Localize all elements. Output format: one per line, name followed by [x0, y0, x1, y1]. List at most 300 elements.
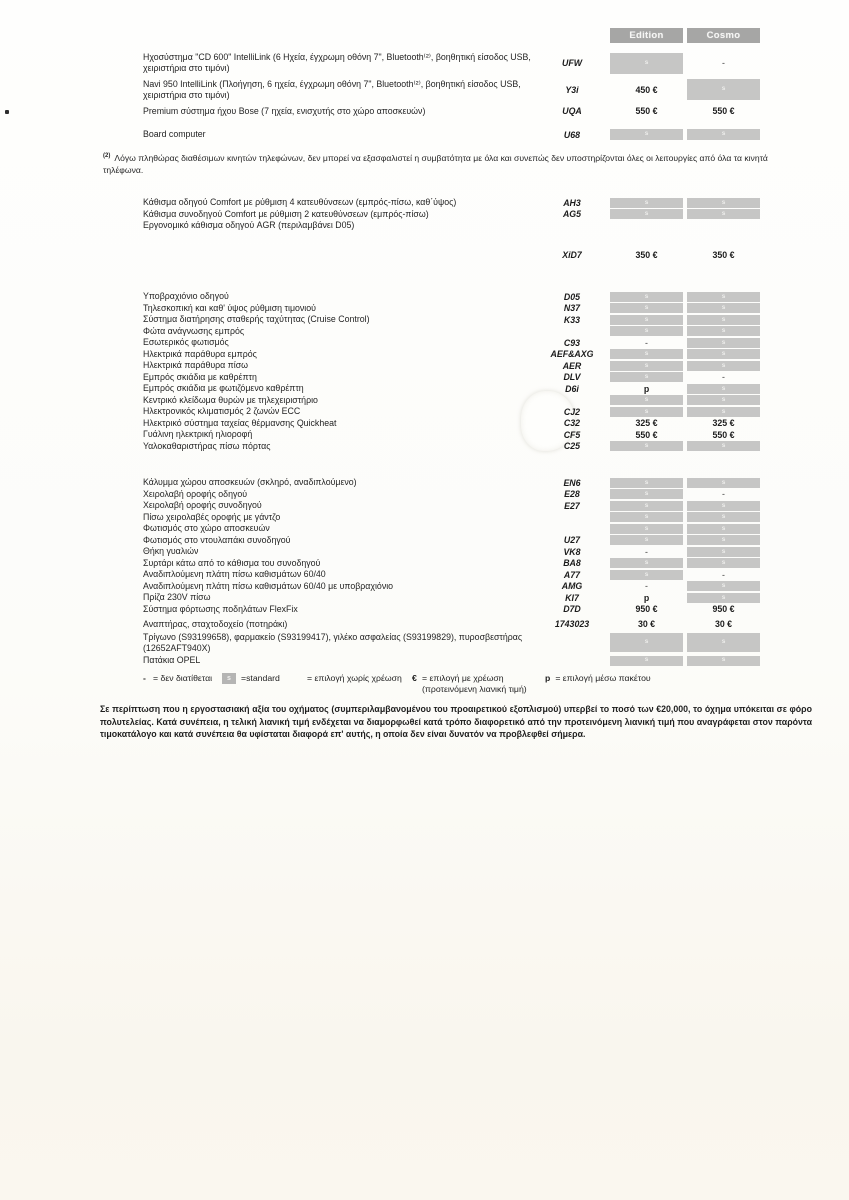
price-value: 950 € — [635, 604, 658, 615]
price-value: 450 € — [635, 84, 658, 95]
option-code: A77 — [563, 569, 581, 580]
standard-s-glyph: s — [644, 210, 649, 217]
option-label: Πρίζα 230V πίσω — [143, 592, 211, 603]
option-label: Υαλοκαθαριστήρας πίσω πόρτας — [143, 440, 271, 451]
option-code: UQA — [562, 106, 582, 116]
not-available-dash: - — [722, 58, 725, 68]
legend-item-not-available — [143, 673, 212, 684]
cosmo-cell — [687, 128, 760, 141]
standard-marker-box — [687, 581, 760, 591]
option-code: DLV — [563, 372, 581, 383]
cosmo-cell — [687, 372, 760, 384]
option-label: Φωτισμός στο χώρο αποσκευών — [143, 523, 270, 534]
cosmo-cell — [687, 50, 760, 76]
option-row — [0, 429, 849, 441]
standard-s-glyph: s — [644, 292, 649, 300]
edition-cell — [610, 617, 683, 631]
edition-cell — [610, 337, 683, 349]
option-label: Χειρολαβή οροφής συνοδηγού — [143, 500, 262, 511]
price-value: 550 € — [712, 106, 735, 116]
cosmo-cell — [687, 592, 760, 604]
edition-cell — [610, 569, 683, 581]
option-row — [0, 441, 849, 453]
option-label: Αναδιπλούμενη πλάτη πίσω καθισμάτων 60/40 — [143, 569, 326, 580]
not-available-dash: - — [722, 489, 725, 500]
standard-s-glyph: s — [644, 570, 649, 578]
option-row — [0, 220, 849, 232]
cosmo-cell — [687, 654, 760, 667]
standard-s-glyph: s — [644, 396, 649, 403]
edition-cell — [610, 523, 683, 535]
option-row — [0, 512, 849, 524]
standard-marker-box — [687, 501, 760, 511]
cosmo-cell — [687, 326, 760, 338]
standard-s-glyph: s — [721, 338, 726, 346]
option-code: D05 — [563, 291, 581, 302]
standard-s-glyph: s — [721, 361, 726, 369]
legend-item-package-option — [545, 673, 651, 684]
option-row — [0, 50, 849, 76]
cosmo-cell — [687, 76, 760, 103]
edition-cell — [610, 349, 683, 361]
option-code: CJ2 — [563, 406, 581, 417]
standard-s-glyph: s — [721, 536, 726, 543]
edition-cell — [610, 291, 683, 303]
standard-marker-box — [687, 478, 760, 488]
standard-marker-box — [687, 79, 760, 100]
edition-cell — [610, 477, 683, 489]
footnote-marker: (2) — [103, 153, 111, 159]
standard-marker-box — [687, 326, 760, 336]
standard-marker-box — [687, 407, 760, 417]
option-row — [0, 500, 849, 512]
package-symbol: p — [545, 673, 551, 683]
edition-cell — [610, 406, 683, 418]
standard-s-glyph: s — [644, 490, 649, 497]
standard-marker-box — [687, 593, 760, 603]
edition-cell — [610, 441, 683, 453]
standard-s-glyph: s — [721, 315, 726, 323]
option-row — [0, 617, 849, 631]
cosmo-cell — [687, 349, 760, 361]
edition-cell — [610, 248, 683, 262]
legend-label: =standard — [241, 673, 280, 683]
price-value: 325 € — [635, 418, 658, 429]
option-code: D6i — [565, 383, 579, 394]
not-available-symbol: - — [143, 673, 146, 683]
option-row — [0, 418, 849, 430]
section-seats — [0, 197, 849, 232]
option-label: Φωτισμός στο ντουλαπάκι συνοδηγού — [143, 534, 291, 545]
edition-cell — [610, 512, 683, 524]
option-row — [0, 209, 849, 221]
edition-cell — [610, 326, 683, 338]
column-header-edition: Edition — [610, 28, 683, 43]
option-code: AEF&AXG — [550, 349, 594, 360]
option-label: Συρτάρι κάτω από το κάθισμα του συνοδηγού — [143, 557, 321, 568]
cosmo-cell — [687, 209, 760, 221]
option-label: Πατάκια OPEL — [143, 655, 201, 665]
standard-s-glyph: s — [721, 501, 726, 509]
cosmo-cell — [687, 558, 760, 570]
legend-item-charged-option — [412, 673, 550, 695]
price-value: 325 € — [712, 418, 735, 429]
option-row — [0, 372, 849, 384]
cosmo-cell — [687, 477, 760, 489]
standard-s-glyph: s — [721, 327, 726, 334]
edition-cell — [610, 209, 683, 221]
standard-marker-box — [610, 558, 683, 568]
standard-marker-box — [610, 441, 683, 451]
standard-s-glyph: s — [644, 513, 649, 520]
standard-marker-box — [610, 349, 683, 359]
option-code: U68 — [563, 129, 581, 140]
option-row — [0, 314, 849, 326]
section-storage-interior — [0, 477, 849, 615]
standard-marker-box — [610, 53, 683, 74]
not-available-dash: - — [645, 546, 648, 557]
cosmo-cell — [687, 360, 760, 372]
cosmo-cell — [687, 500, 760, 512]
standard-marker-box — [610, 535, 683, 545]
edition-cell — [610, 383, 683, 395]
standard-marker-box — [610, 315, 683, 325]
cosmo-cell — [687, 337, 760, 349]
not-available-dash: - — [645, 337, 648, 348]
option-code: BA8 — [563, 558, 581, 569]
standard-marker-box — [610, 292, 683, 302]
standard-s-glyph: s — [721, 210, 726, 217]
standard-marker-box — [610, 656, 683, 666]
cosmo-cell — [687, 418, 760, 430]
footnote-text: Λόγω πληθώρας διαθέσιμων κινητών τηλεφώνων, δεν μπορεί να εξασφαλιστεί η συμβατότητα με όλα και συνεπώς δεν υποστηρίζονται όλες οι λειτουργίες από όλα τα κινητά τηλέφωνα. — [103, 152, 768, 175]
edition-cell — [610, 103, 683, 119]
standard-s-glyph: s — [721, 638, 726, 646]
option-row — [0, 303, 849, 315]
edition-cell — [610, 50, 683, 76]
price-value: 550 € — [635, 429, 658, 440]
standard-marker-box — [687, 303, 760, 313]
standard-s-glyph: s — [644, 350, 649, 357]
edition-cell — [610, 654, 683, 667]
option-row — [0, 654, 849, 667]
standard-marker-box — [687, 338, 760, 348]
option-label: Αναδιπλούμενη πλάτη πίσω καθισμάτων 60/40 με υποβραχιόνιο — [143, 580, 394, 591]
option-row — [0, 291, 849, 303]
cosmo-cell — [687, 395, 760, 407]
option-label: Γυάλινη ηλεκτρική ηλιοροφή — [143, 429, 253, 440]
option-row — [0, 76, 849, 103]
legend-label: = επιλογή με χρέωση (προτεινόμενη λιανική τιμή) — [422, 673, 527, 694]
standard-marker-box — [687, 535, 760, 545]
option-label: Κάθισμα οδηγού Comfort με ρύθμιση 4 κατευθύνσεων (εμπρός-πίσω, καθ΄ύψος) — [143, 197, 457, 208]
standard-marker-box — [610, 512, 683, 522]
column-header-cosmo: Cosmo — [687, 28, 760, 43]
edition-cell — [610, 128, 683, 141]
standard-s-glyph: s — [721, 292, 726, 300]
section-audio-systems — [0, 50, 849, 141]
standard-s-glyph: s — [721, 304, 726, 311]
option-row — [0, 406, 849, 418]
standard-s-glyph: s — [644, 501, 649, 509]
option-label: Φώτα ανάγνωσης εμπρός — [143, 325, 245, 336]
edition-cell — [610, 546, 683, 558]
standard-marker-box — [610, 209, 683, 219]
standard-s-glyph: s — [721, 384, 726, 392]
option-row — [0, 103, 849, 119]
option-label: Κάλυμμα χώρου αποσκευών (σκληρό, αναδιπλούμενο) — [143, 477, 357, 488]
standard-marker-box — [610, 407, 683, 417]
standard-marker-box — [610, 570, 683, 580]
package-option-mark: p — [643, 383, 650, 394]
edition-cell — [610, 489, 683, 501]
option-label: Σύστημα φόρτωσης ποδηλάτων FlexFix — [143, 603, 298, 614]
edition-cell — [610, 314, 683, 326]
standard-s-glyph: s — [644, 442, 649, 449]
standard-marker-box — [687, 524, 760, 534]
standard-marker-box — [610, 395, 683, 405]
package-option-mark: p — [643, 592, 650, 603]
option-label: Υποβραχιόνιο οδηγού — [143, 291, 229, 302]
legend-item-standard — [222, 673, 280, 684]
standard-s-glyph: s — [721, 350, 726, 357]
option-label: Εμπρός σκιάδια με φωτιζόμενο καθρέπτη — [143, 383, 304, 394]
cosmo-cell — [687, 220, 760, 232]
option-label: Ηλεκτρονικός κλιματισμός 2 ζωνών ECC — [143, 406, 301, 417]
cosmo-cell — [687, 197, 760, 209]
option-code: N37 — [563, 303, 581, 314]
standard-marker-box — [610, 129, 683, 140]
edition-cell — [610, 220, 683, 232]
edition-cell — [610, 558, 683, 570]
edition-cell — [610, 581, 683, 593]
option-code: UFW — [561, 58, 583, 68]
option-label: Ηλεκτρικό σύστημα ταχείας θέρμανσης Quickheat — [143, 417, 337, 428]
standard-marker-box — [687, 198, 760, 208]
standard-s-glyph: s — [644, 130, 649, 138]
option-label: Τηλεσκοπική και καθ' ύψος ρύθμιση τιμονιού — [143, 302, 316, 313]
price-value: 30 € — [714, 619, 733, 629]
option-label: Κεντρικό κλείδωμα θυρών με τηλεχειριστήριο — [143, 394, 318, 405]
standard-marker-box — [687, 292, 760, 302]
option-row — [0, 337, 849, 349]
standard-marker-box — [687, 656, 760, 666]
standard-marker-box — [610, 326, 683, 336]
standard-marker-box — [687, 129, 760, 140]
standard-s-glyph: s — [721, 442, 726, 449]
standard-marker-box — [610, 501, 683, 511]
standard-s-glyph: s — [721, 582, 726, 589]
standard-s-glyph: s — [644, 656, 649, 664]
standard-s-glyph: s — [644, 536, 649, 543]
cosmo-cell — [687, 429, 760, 441]
standard-marker-box — [610, 478, 683, 488]
standard-s-glyph: s — [721, 593, 726, 601]
option-label: Ηλεκτρικά παράθυρα εμπρός — [143, 348, 257, 359]
option-row — [0, 489, 849, 501]
cosmo-cell — [687, 314, 760, 326]
option-label: Ηχοσύστημα "CD 600" IntelliLink (6 Ηχεία, έγχρωμη οθόνη 7", Bluetooth⁽²⁾, βοηθητική είσοδος USB, χειριστήρια στο τιμόνι) — [143, 52, 531, 73]
price-value: 30 € — [637, 619, 656, 629]
not-available-dash: - — [645, 581, 648, 592]
cosmo-cell — [687, 535, 760, 547]
option-row — [0, 248, 849, 262]
standard-s-glyph: s — [644, 315, 649, 323]
option-row — [0, 197, 849, 209]
standard-marker-box — [610, 633, 683, 652]
edition-cell — [610, 360, 683, 372]
standard-marker-box — [687, 209, 760, 219]
option-row — [0, 128, 849, 141]
edition-cell — [610, 303, 683, 315]
standard-box-icon: s — [222, 673, 236, 684]
cosmo-cell — [687, 523, 760, 535]
cosmo-cell — [687, 406, 760, 418]
standard-marker-box — [610, 372, 683, 382]
cosmo-cell — [687, 248, 760, 262]
edition-cell — [610, 429, 683, 441]
cosmo-cell — [687, 383, 760, 395]
standard-s-glyph: s — [721, 407, 726, 415]
standard-s-glyph: s — [644, 478, 649, 486]
option-row — [0, 592, 849, 604]
option-row — [0, 523, 849, 535]
option-row — [0, 581, 849, 593]
section-accessories — [0, 617, 849, 667]
standard-s-glyph: s — [644, 58, 649, 66]
cosmo-cell — [687, 569, 760, 581]
edition-cell — [610, 76, 683, 103]
edition-cell — [610, 418, 683, 430]
standard-s-glyph: s — [644, 638, 649, 646]
standard-s-glyph: s — [644, 524, 649, 532]
standard-s-glyph: s — [721, 547, 726, 555]
price-value: 950 € — [712, 604, 735, 615]
option-code: K33 — [563, 314, 581, 325]
cosmo-cell — [687, 512, 760, 524]
price-value: 550 € — [712, 429, 735, 440]
option-row — [0, 604, 849, 616]
not-available-dash: - — [722, 569, 725, 580]
option-code: XiD7 — [562, 250, 582, 260]
price-value: 350 € — [712, 250, 735, 260]
option-label: Πίσω χειρολαβές οροφής με γάντζο — [143, 511, 281, 522]
standard-s-glyph: s — [721, 513, 726, 520]
option-code: VK8 — [563, 546, 581, 557]
standard-s-glyph: s — [644, 559, 649, 566]
standard-marker-box — [610, 303, 683, 313]
edition-cell — [610, 631, 683, 654]
option-code: AMG — [561, 581, 583, 592]
standard-marker-box — [687, 633, 760, 652]
option-row — [0, 477, 849, 489]
cosmo-cell — [687, 631, 760, 654]
edition-cell — [610, 395, 683, 407]
cosmo-cell — [687, 441, 760, 453]
standard-marker-box — [687, 395, 760, 405]
option-label: Εσωτερικός φωτισμός — [143, 337, 229, 348]
cosmo-cell — [687, 291, 760, 303]
standard-marker-box — [610, 198, 683, 208]
cosmo-cell — [687, 489, 760, 501]
option-code: D7D — [563, 604, 581, 615]
standard-s-glyph: s — [721, 396, 726, 403]
standard-marker-box — [687, 441, 760, 451]
section-agr-price — [0, 248, 849, 262]
option-label: Αναπτήρας, σταχτοδοχείο (ποτηράκι) — [143, 618, 288, 629]
edition-cell — [610, 592, 683, 604]
option-row — [0, 395, 849, 407]
legend-label: = δεν διατίθεται — [153, 673, 213, 683]
option-code: KI7 — [565, 592, 579, 603]
option-row — [0, 569, 849, 581]
option-code: AH3 — [563, 197, 581, 208]
standard-s-glyph: s — [721, 130, 726, 138]
not-available-dash: - — [722, 372, 725, 383]
cosmo-cell — [687, 617, 760, 631]
standard-s-glyph: s — [721, 198, 726, 206]
option-label: Θήκη γυαλιών — [143, 546, 199, 557]
standard-marker-box — [687, 361, 760, 371]
standard-s-glyph: s — [644, 361, 649, 369]
option-row — [0, 631, 849, 654]
option-code: AER — [562, 360, 582, 371]
edition-cell — [610, 604, 683, 616]
legend-item-free-option — [307, 673, 402, 684]
option-label: Ηλεκτρικά παράθυρα πίσω — [143, 360, 249, 371]
option-code: 1743023 — [554, 619, 590, 629]
option-label: Navi 950 IntelliLink (Πλοήγηση, 6 ηχεία, έγχρωμη οθόνη 7", Bluetooth⁽²⁾, βοηθητική είσοδος USB, χειριστήρια στο τιμόνι) — [143, 78, 521, 100]
cosmo-cell — [687, 604, 760, 616]
option-code: E28 — [564, 489, 580, 500]
standard-marker-box — [687, 349, 760, 359]
standard-marker-box — [610, 524, 683, 534]
standard-s-glyph: s — [721, 478, 726, 486]
edition-cell — [610, 500, 683, 512]
standard-s-glyph: s — [721, 85, 726, 93]
option-label: Κάθισμα συνοδηγού Comfort με ρύθμιση 2 κατευθύνσεων (εμπρός-πίσω) — [143, 208, 429, 219]
standard-marker-box — [687, 512, 760, 522]
option-code: AG5 — [562, 209, 582, 220]
euro-symbol: € — [412, 673, 417, 683]
edition-cell — [610, 197, 683, 209]
standard-marker-box — [610, 489, 683, 499]
option-row — [0, 558, 849, 570]
option-label: Σύστημα διατήρησης σταθερής ταχύτητας (Cruise Control) — [143, 314, 370, 325]
standard-s-glyph: s — [721, 524, 726, 532]
footnote-mobile-compatibility — [103, 150, 779, 176]
price-value: 350 € — [635, 250, 658, 260]
standard-marker-box — [610, 361, 683, 371]
option-code: CF5 — [563, 429, 581, 440]
standard-s-glyph: s — [644, 373, 649, 380]
option-code: C25 — [563, 441, 581, 452]
option-row — [0, 535, 849, 547]
cosmo-cell — [687, 303, 760, 315]
standard-s-glyph: s — [721, 656, 726, 664]
cosmo-cell — [687, 581, 760, 593]
standard-s-glyph: s — [721, 559, 726, 566]
option-row — [0, 349, 849, 361]
option-code: C93 — [563, 337, 581, 348]
standard-s-glyph: s — [644, 327, 649, 334]
option-row — [0, 360, 849, 372]
standard-marker-box — [687, 384, 760, 394]
option-label: Premium σύστημα ήχου Bose (7 ηχεία, ενισχυτής στο χώρο αποσκευών) — [143, 105, 426, 116]
option-label: Εμπρός σκιάδια με καθρέπτη — [143, 371, 257, 382]
edition-cell — [610, 372, 683, 384]
luxury-tax-disclaimer: Σε περίπτωση που η εργοστασιακή αξία του οχήματος (συμπεριλαμβανομένου του προαιρετικού εξοπλισμού) υπερβεί το ποσό των €20,000, το όχημα υπόκειται σε φόρο πολυτελείας. Κατά συνέπεια, η τελική λιανική τιμή ενδέχεται να διαμορφωθεί κατά τρόπο διαφορετικό από την προτεινόμενη λιανική τιμή που αναγράφεται στον παρόντα τιμοκατάλογο και κατά συνέπεια θα υφίσταται διαφορά επ' αυτής, η οποία δεν είναι δυνατόν να προβλεφθεί σήμερα. — [100, 704, 812, 740]
